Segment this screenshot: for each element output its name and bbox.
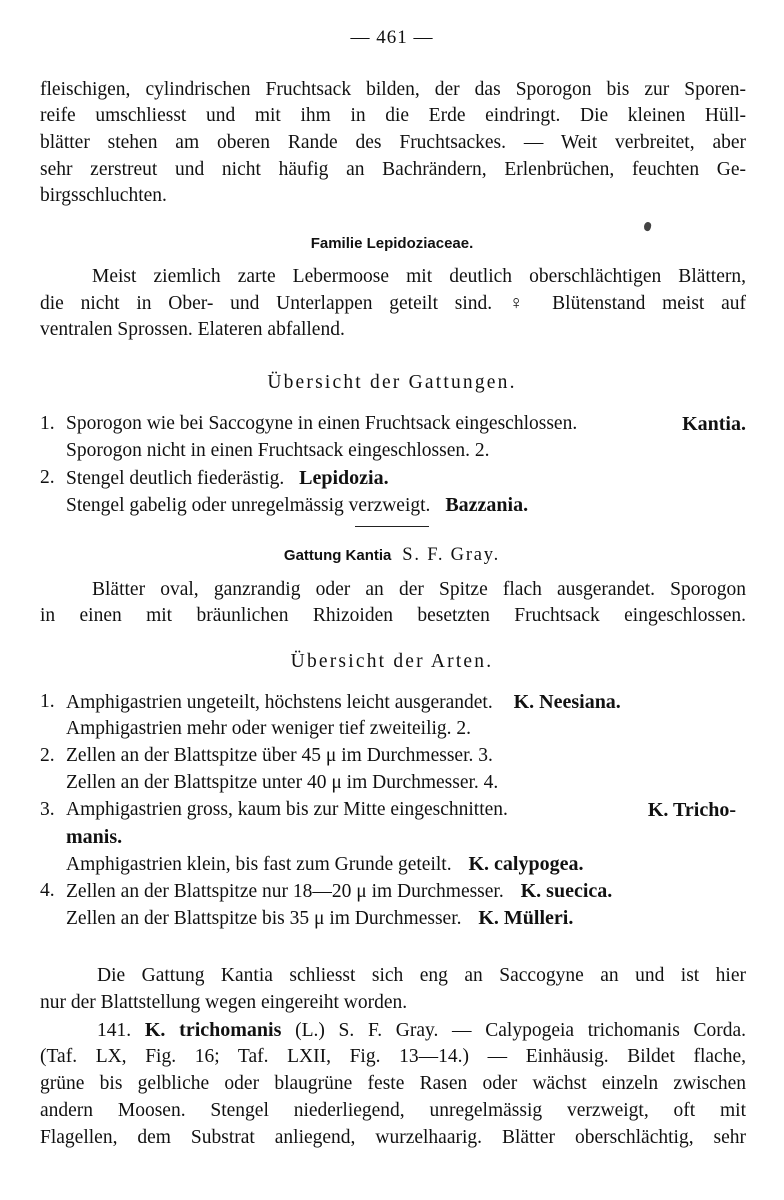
text-line: Meist ziemlich zarte Lebermoose mit deutlich oberschlächtigen Blättern, xyxy=(92,266,746,287)
key-result: K. Mülleri. xyxy=(478,907,574,929)
key-result: K. suecica. xyxy=(520,880,613,902)
species-citation: (L.) S. F. Gray. — Calypogeia trichomanis Corda. xyxy=(295,1020,747,1041)
key-item xyxy=(66,906,573,931)
text-line: die nicht in Ober- und Unterlappen geteilt sind. ♀ Blütenstand meist auf xyxy=(40,293,746,314)
key-result: Bazzania. xyxy=(445,494,529,516)
key-item xyxy=(66,744,493,768)
text-line: (Taf. LX, Fig. 16; Taf. LXII, Fig. 13—14.) — Einhäusig. Bildet flache, xyxy=(40,1046,746,1067)
key-text: Zellen an der Blattspitze nur 18—20 μ im Durchmesser. xyxy=(66,881,504,902)
text-line: blätter stehen am oberen Rande des Fruchtsackes. — Weit verbreitet, aber xyxy=(40,132,746,153)
key-text: Amphigastrien ungeteilt, höchstens leicht ausgerandet. xyxy=(66,692,493,713)
key-item xyxy=(66,879,612,904)
text-line: sehr zerstreut und nicht häufig an Bachrändern, Erlenbrüchen, feuchten Ge- xyxy=(40,159,746,180)
key-number: 3. xyxy=(40,799,55,820)
key-text: Amphigastrien mehr oder weniger tief zweiteilig. 2. xyxy=(66,718,472,739)
text-line: ventralen Sprossen. Elateren abfallend. xyxy=(40,319,345,340)
key-item xyxy=(66,466,389,491)
text-line: Flagellen, dem Substrat anliegend, wurzelhaarig. Blätter oberschlächtig, sehr xyxy=(40,1127,746,1148)
key-item xyxy=(66,493,528,518)
key-number: 1. xyxy=(40,691,55,712)
key-result: Lepidozia. xyxy=(299,467,389,489)
text-line: birgsschluchten. xyxy=(40,185,167,206)
key-text: Zellen an der Blattspitze bis 35 μ im Durchmesser. xyxy=(66,908,462,929)
text-line: andern Moosen. Stengel niederliegend, unregelmässig verzweigt, oft mit xyxy=(40,1100,746,1121)
species-name: K. trichomanis xyxy=(144,1019,282,1041)
key-item xyxy=(66,852,583,877)
key-text: Sporogon wie bei Saccogyne in einen Fruchtsack eingeschlossen. xyxy=(66,413,578,434)
key-text: Stengel gabelig oder unregelmässig verzweigt. xyxy=(66,495,431,516)
key-item xyxy=(66,717,471,741)
key-number: 2. xyxy=(40,745,55,766)
key-number: 1. xyxy=(40,413,55,434)
key-text: Amphigastrien klein, bis fast zum Grunde geteilt. xyxy=(66,854,452,875)
genera-overview-heading: Übersicht der Gattungen. xyxy=(267,372,517,393)
key-item xyxy=(66,771,498,795)
key-text: Sporogon nicht in einen Fruchtsack eingeschlossen. 2. xyxy=(66,440,490,461)
species-number: 141. xyxy=(97,1020,132,1041)
text-line: fleischigen, cylindrischen Fruchtsack bilden, der das Sporogon bis zur Sporen- xyxy=(40,79,746,100)
divider xyxy=(355,526,429,527)
key-result: K. calypogea. xyxy=(468,853,584,875)
text-line: Blätter oval, ganzrandig oder an der Spitze flach ausgerandet. Sporogon xyxy=(92,579,746,600)
species-entry-first-line xyxy=(97,1018,746,1043)
key-item xyxy=(66,798,736,822)
key-text: Zellen an der Blattspitze unter 40 μ im Durchmesser. 4. xyxy=(66,772,499,793)
key-number: 2. xyxy=(40,467,55,488)
text-line: reife umschliesst und mit ihm in die Erde eindringt. Die kleinen Hüll- xyxy=(40,105,746,126)
key-result: manis. xyxy=(66,826,123,848)
key-text: Stengel deutlich fiederästig. xyxy=(66,468,285,489)
key-item xyxy=(66,412,746,436)
ink-speck xyxy=(643,221,653,232)
family-heading: Familie Lepidoziaceae. xyxy=(310,235,474,252)
key-item xyxy=(66,439,490,463)
key-item xyxy=(66,690,621,715)
key-number: 4. xyxy=(40,880,55,901)
key-text: Amphigastrien gross, kaum bis zur Mitte eingeschnitten. xyxy=(66,799,508,820)
genus-label: Gattung Kantia xyxy=(283,547,392,564)
page-number: — 461 — xyxy=(350,27,434,48)
key-result: K. Neesiana. xyxy=(513,691,621,713)
species-overview-heading: Übersicht der Arten. xyxy=(290,651,494,672)
key-result: Kantia. xyxy=(682,413,746,435)
genus-heading xyxy=(0,543,784,568)
text-line: in einen mit bräunlichen Rhizoiden besetzten Fruchtsack eingeschlossen. xyxy=(40,605,746,626)
text-line: grüne bis gelbliche oder blaugrüne feste Rasen oder wächst einzeln zwischen xyxy=(40,1073,746,1094)
genus-author: S. F. Gray. xyxy=(402,545,501,565)
text-line: Die Gattung Kantia schliesst sich eng an Saccogyne an und ist hier xyxy=(97,965,746,986)
key-result: K. Tricho- xyxy=(647,799,736,821)
text-line: nur der Blattstellung wegen eingereiht worden. xyxy=(40,992,408,1013)
key-text: Zellen an der Blattspitze über 45 μ im Durchmesser. 3. xyxy=(66,745,493,766)
